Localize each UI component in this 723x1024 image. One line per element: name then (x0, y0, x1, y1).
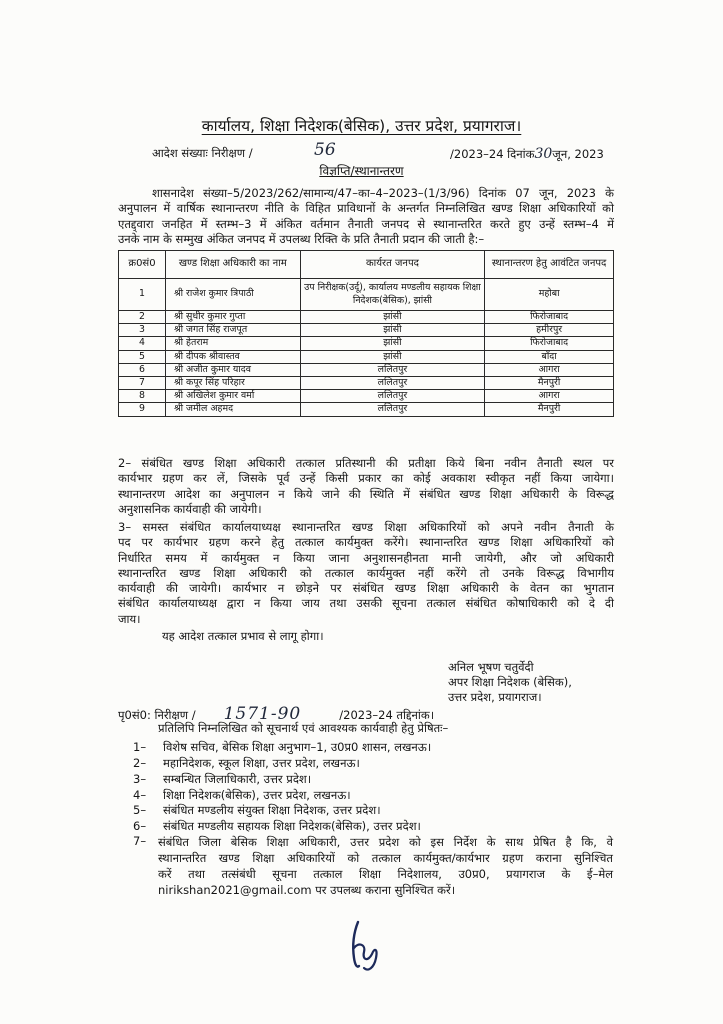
para3-line: 3– समस्त संबंधित कार्यालयाध्यक्ष स्थानान्तरित खण्ड शिक्षा अधिकारियों को अपने नवीन तैनाती के (118, 520, 614, 534)
table-row (119, 363, 614, 376)
date-suffix: जून, 2023 (552, 147, 604, 161)
col-header-serial: क्र0सं0 (119, 251, 166, 279)
order-number-label: आदेश संख्याः निरीक्षण / (152, 146, 253, 160)
cell-allotted-district: मैनपुरी (485, 403, 614, 416)
paragraph-3 (118, 520, 614, 627)
cell-serial: 4 (119, 337, 166, 350)
copy-item-7-line: nirikshan2021@gmail.com पर उपलब्ध कराना सुनिश्चित करें। (158, 883, 456, 897)
copy-item-7-line: संबंधित जिला बेसिक शिक्षा अधिकारी, उत्तर प्रदेश को इस निर्देश के साथ प्रेषित है कि, वे (158, 835, 613, 849)
copy-intro: प्रतिलिपि निम्नलिखित को सूचनार्थ एवं आवश्यक कार्यवाही हेतु प्रेषितः– (158, 721, 449, 735)
col-header-officer: खण्ड शिक्षा अधिकारी का नाम (165, 251, 300, 279)
cell-officer-name: श्री कपूर सिंह परिहार (165, 377, 300, 390)
col-header-current-district: कार्यरत जनपद (300, 251, 485, 279)
cell-current-district: ललितपुर (300, 390, 485, 403)
para3-line: स्थानान्तरित खण्ड शिक्षा अधिकारी को तत्काल कार्यमुक्त नहीं करेंगे तो उनके विरूद्ध विभागीय (118, 565, 614, 580)
order-date (450, 146, 604, 162)
cell-officer-name: श्री जमील अहमद (165, 403, 300, 416)
cell-current-district: झांसी (300, 350, 485, 363)
cell-serial: 1 (119, 279, 166, 311)
para3-line: संबंधित कार्यालयाध्यक्ष द्वारा न किया जाय तथा उसकी सूचना तत्काल संबंधित कोषाधिकारी को दे दी (118, 596, 614, 611)
col-header-allotted-district: स्थानान्तरण हेतु आवंटित जनपद (485, 251, 614, 279)
copy-item: 5– संबंधित मण्डलीय संयुक्त शिक्षा निदेशक, उत्तर प्रदेश। (133, 803, 381, 817)
handwritten-signature (344, 918, 384, 974)
cell-current-district: ललितपुर (300, 403, 485, 416)
endorsement-suffix: /2023–24 तद्दिनांक। (339, 708, 435, 722)
cell-allotted-district: आगरा (485, 390, 614, 403)
para2-line: 2– संबंधित खण्ड शिक्षा अधिकारी तत्काल प्रतिस्थानी की प्रतीक्षा किये बिना नवीन तैनाती स्थल पर (118, 456, 614, 470)
table-row (119, 324, 614, 337)
para2-line: स्थानान्तरण आदेश का अनुपालन न किये जाने की स्थिति में संबंधित खण्ड शिक्षा अधिकारी के विरूद्ध (118, 486, 614, 501)
intro-line: उनके नाम के सम्मुख अंकित जनपद में उपलब्ध रिक्ति के प्रति तैनाती प्रदान की जाती है:– (118, 231, 485, 246)
cell-current-district: ललितपुर (300, 377, 485, 390)
copy-item-7 (158, 834, 613, 898)
intro-line: एतद्द्वारा जनहित में स्तम्भ–3 में अंकित वर्तमान तैनाती जनपद से स्थानान्तरित करते हुए उन्हें स्तम्भ–4 में (118, 216, 614, 231)
table-row (119, 279, 614, 311)
cell-officer-name: श्री सुधीर कुमार गुप्ता (165, 311, 300, 324)
cell-serial: 5 (119, 350, 166, 363)
para3-line: पद पर कार्यभार ग्रहण करने हेतु तत्काल कार्यमुक्त करेंगे। स्थानान्तरित खण्ड शिक्षा अधिकारियों को (118, 535, 614, 550)
cell-allotted-district: मैनपुरी (485, 377, 614, 390)
table-row (119, 311, 614, 324)
intro-line: शासनादेश संख्या–5/2023/262/सामान्य/47–का–4–2023–(1/3/96) दिनांक 07 जून, 2023 के (152, 186, 614, 200)
cell-officer-name: श्री राजेश कुमार त्रिपाठी (165, 279, 300, 311)
cell-serial: 3 (119, 324, 166, 337)
date-day-handwritten: 30 (534, 146, 553, 162)
order-number-handwritten: 56 (314, 140, 336, 160)
copy-item: 1– विशेष सचिव, बेसिक शिक्षा अनुभाग–1, उ0प्र0 शासन, लखनऊ। (133, 740, 432, 754)
paragraph-2 (118, 456, 614, 517)
cell-allotted-district: फिरोजाबाद (485, 337, 614, 350)
cell-officer-name: श्री दीपक श्रीवास्तव (165, 350, 300, 363)
signatory-location: उत्तर प्रदेश, प्रयागराज। (448, 690, 542, 704)
para2-line: अनुशासनिक कार्यवाही की जायेगी। (118, 501, 262, 516)
cell-serial: 2 (119, 311, 166, 324)
cell-allotted-district: आगरा (485, 363, 614, 376)
cell-current-district: झांसी (300, 311, 485, 324)
cell-allotted-district: हमीरपुर (485, 324, 614, 337)
copy-item: 3– सम्बन्धित जिलाधिकारी, उत्तर प्रदेश। (133, 772, 312, 786)
transfer-table (118, 250, 614, 417)
cell-officer-name: श्री जगत सिंह राजपूत (165, 324, 300, 337)
cell-serial: 9 (119, 403, 166, 416)
copy-item: 4– शिक्षा निदेशक(बेसिक), उत्तर प्रदेश, लखनऊ। (133, 788, 351, 802)
intro-paragraph (118, 186, 614, 247)
cell-serial: 8 (119, 390, 166, 403)
cell-current-district: ललितपुर (300, 363, 485, 376)
cell-allotted-district: फिरोजाबाद (485, 311, 614, 324)
copy-item-7-line: करें तथा तत्संबंधी सूचना तत्काल शिक्षा निदेशालय, उ0प्र0, प्रयागराज के ई–मेल (158, 867, 613, 881)
para3-line: जाय। (118, 611, 141, 626)
date-prefix: /2023–24 दिनांक (450, 147, 535, 161)
cell-current-district: झांसी (300, 337, 485, 350)
para2-line: कार्यभार ग्रहण कर लें, जिसके पूर्व उन्हें किसी प्रकार का कोई अवकाश स्वीकृत नहीं किया जायेगा। (118, 471, 614, 486)
signatory-designation: अपर शिक्षा निदेशक (बेसिक), (448, 675, 572, 689)
endorsement-label: पृ0सं0: निरीक्षण / (118, 708, 196, 722)
table-row (119, 390, 614, 403)
cell-officer-name: श्री हेतराम (165, 337, 300, 350)
signatory-block (448, 660, 572, 705)
office-title: कार्यालय, शिक्षा निदेशक(बेसिक), उत्तर प्रदेश, प्रयागराज। (201, 117, 522, 135)
endorsement-number-handwritten: 1571-90 (223, 704, 302, 724)
subject-heading: विज्ञप्ति/स्थानान्तरण (319, 164, 404, 178)
cell-serial: 6 (119, 363, 166, 376)
intro-line: अनुपालन में वार्षिक स्थानान्तरण नीति के विहित प्राविधानों के अन्तर्गत निम्नलिखित खण्ड शिक्षा अधिकारियों को (118, 201, 614, 216)
signatory-name: अनिल भूषण चतुर्वेदी (448, 660, 534, 674)
paragraph-4: यह आदेश तत्काल प्रभाव से लागू होगा। (162, 629, 324, 643)
cell-current-district: उप निरीक्षक(उर्दू), कार्यालय मण्डलीय सहायक शिक्षा निदेशक(बेसिक), झांसी (300, 279, 485, 311)
table-row (119, 403, 614, 416)
table-row (119, 350, 614, 363)
para3-line: निर्धारित समय में कार्यमुक्त न किया जाना अनुशासनहीनता मानी जायेगी, और जो अधिकारी (118, 550, 614, 565)
cell-serial: 7 (119, 377, 166, 390)
cell-allotted-district: बाँदा (485, 350, 614, 363)
table-row (119, 377, 614, 390)
cell-current-district: झांसी (300, 324, 485, 337)
cell-officer-name: श्री अजीत कुमार यादव (165, 363, 300, 376)
copy-item-7-number: 7– (133, 834, 147, 848)
table-row (119, 337, 614, 350)
copy-item-7-line: स्थानान्तरित खण्ड शिक्षा अधिकारियों को तत्काल कार्यमुक्त/कार्यभार ग्रहण कराना सुनिश्चित (158, 851, 613, 865)
cell-officer-name: श्री अखिलेश कुमार वर्मा (165, 390, 300, 403)
copy-item: 2– महानिदेशक, स्कूल शिक्षा, उत्तर प्रदेश, लखनऊ। (133, 756, 360, 770)
cell-allotted-district: महोबा (485, 279, 614, 311)
para3-line: कार्यवाही की जायेगी। कार्यभार न छोड़ने पर संबंधित खण्ड शिक्षा अधिकारी के वेतन का भुगतान (118, 581, 614, 596)
table-header-row (119, 251, 614, 279)
copy-item: 6– संबंधित मण्डलीय सहायक शिक्षा निदेशक(बेसिक), उत्तर प्रदेश। (133, 819, 421, 833)
